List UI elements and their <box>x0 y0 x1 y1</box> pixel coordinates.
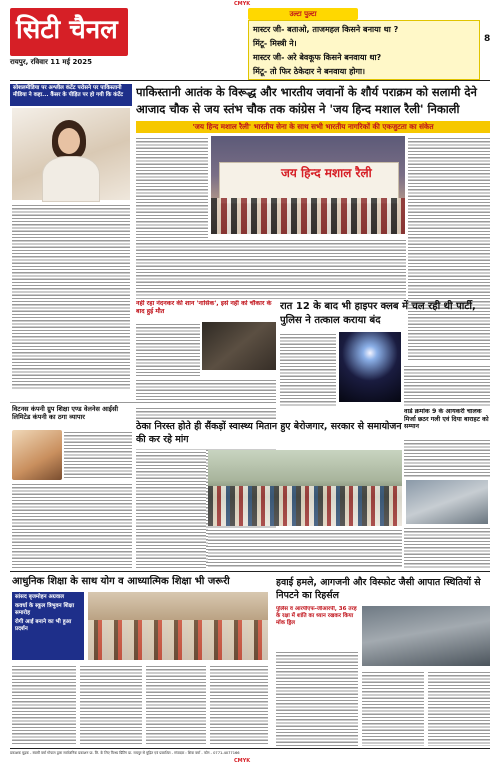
education-bullet-2: कवर्धा के स्कूल त्रिभुवन शिक्षा समारोह <box>15 603 75 616</box>
cmyk-mark-top: CMYK <box>234 1 251 7</box>
side-story-body <box>12 203 130 389</box>
education-headline: आधुनिक शिक्षा के साथ योग व आध्यात्मिक शिक्षा भी जरूरी <box>12 576 230 587</box>
education-body-col4 <box>210 664 268 746</box>
police-body <box>404 438 490 478</box>
police-photo <box>406 480 488 524</box>
education-bullet-1: सांसद बृजमोहन अग्रवाल <box>15 594 65 600</box>
nasik-body-2 <box>136 378 276 400</box>
education-body-col3 <box>146 664 206 746</box>
education-body-col2 <box>80 664 142 746</box>
profile-body-col1b <box>12 482 132 568</box>
club-headline: रात 12 के बाद भी हाइपर क्लब में चल रही थी पार्टी, पुलिस ने तत्काल कराया बंद <box>280 301 476 326</box>
mockdrill-body-col2 <box>362 670 424 746</box>
footer-imprint: प्रकाशक मुद्रक - स्वामी वर्मा गोपाल द्वारा सार्वजनिक प्रकाशन प्रा. लि. के लिए विन्ध्य प्रिंटिंग प्रा. रायपुर से मुद्रित एवं प्रकाशित - संपादक : शिवा वर्मा - फोन - 0771-4077166 <box>10 751 240 755</box>
masthead-block <box>10 8 128 56</box>
club-body-col1 <box>280 332 336 406</box>
profile-photo <box>12 430 62 480</box>
footer-rule <box>10 748 490 749</box>
club-body-col3 <box>404 364 490 406</box>
ulta-pulta-label: उल्टा पुल्टा <box>248 8 358 20</box>
mockdrill-photo <box>362 606 490 666</box>
nasik-headline: नहीं रहा नंदनकर की शान 'नासिक', इसे नहीं को चौंकार के बाद हुई मौत <box>136 300 272 315</box>
education-bullet-3: रोगी आई बनाने का भी हुआ प्रदर्शन <box>15 619 72 632</box>
lead-photo <box>211 136 405 234</box>
page-number: 8 <box>484 34 491 44</box>
cmyk-mark-bottom: CMYK <box>234 758 251 764</box>
theka-body-col1 <box>136 450 206 568</box>
profile-headline: विटनस कंपनी ग्रुप शिक्षा एण्ड वेलनेस आईसी लिमिटेड कंपनी का ठगा व्यापार <box>12 405 119 421</box>
nasik-body <box>136 322 200 376</box>
police-headline: वार्ड क्रमांक 9 के आयकरी चालक मिर्जा छठर गली एवं दिया बाराहट को सम्मान <box>404 408 489 430</box>
lead-body-bottom <box>136 238 406 296</box>
joke-line-4: मिंटू- तो फिर ठेकेदार ने बनवाया होगा। <box>253 67 366 76</box>
lead-headline: पाकिस्तानी आतंक के विरूद्ध और भारतीय जवानों के शौर्य पराक्रम को सलामी देने आजाद चौक से जय स्तंभ चौक तक कांग्रेस ने 'जय हिन्द मशाल रैली' निकाली <box>136 85 477 116</box>
photo-banner-text: जय हिन्द मशाल रैली <box>281 166 372 180</box>
club-photo <box>339 332 401 402</box>
masthead-rule <box>10 80 490 81</box>
masthead-title: सिटी चैनल <box>16 15 118 45</box>
mockdrill-headline: हवाई हमले, आगजनी और विस्फोट जैसी आपात स्थितियों से निपटने का रिहर्सल <box>276 577 481 601</box>
mockdrill-body-col1 <box>276 650 358 746</box>
theka-photo <box>208 450 402 526</box>
lead-rule <box>136 298 406 299</box>
lower-rule <box>10 571 490 572</box>
joke-line-2: मिंटू- मिस्त्री ने। <box>253 39 297 48</box>
side-story-photo <box>12 108 130 200</box>
nasik-photo <box>202 322 276 370</box>
masthead-dateline: रायपुर, रविवार 11 मई 2025 <box>10 58 92 66</box>
education-photo <box>88 592 268 660</box>
theka-headline: ठेका निरस्त होते ही सैंकड़ों स्वास्थ्य मितान हुए बेरोजगार, सरकार से समायोजन की कर रहे मांग <box>136 420 402 448</box>
profile-body-col1 <box>64 430 132 480</box>
education-body-col1 <box>12 664 76 746</box>
mockdrill-body-col3 <box>428 670 490 746</box>
mockdrill-subhead: पुलिस व आरपीएफ-जीआरपी, 36 तरह के रक्षा में शांति का ध्यान रखकर किया मॉक ड्रिल <box>276 606 357 626</box>
joke-line-1: मास्टर जी- बताओ, ताजमहल किसने बनाया था ? <box>253 25 399 34</box>
theka-body-bottom <box>208 528 402 568</box>
joke-line-3: मास्टर जी- अरे बेवकूफ किसने बनवाया था? <box>253 53 382 62</box>
profile-rule <box>10 402 276 403</box>
side-story-headline: सोशलमीडिया पर अश्लील कंटेंट परोसने पर पाकिस्तानी मीडिया ने कहा... कैंसर के पीड़ित पर हो गयी कि कंटेंट <box>10 84 132 106</box>
lead-banner: 'जय हिन्द मशाल रैली' भारतीय सेना के साथ सभी भारतीय नागरिकों की एकजुटता का संकेत <box>136 121 490 133</box>
police-body-2 <box>404 526 490 568</box>
ulta-pulta-box <box>248 20 480 80</box>
education-bullets-box <box>12 592 84 660</box>
